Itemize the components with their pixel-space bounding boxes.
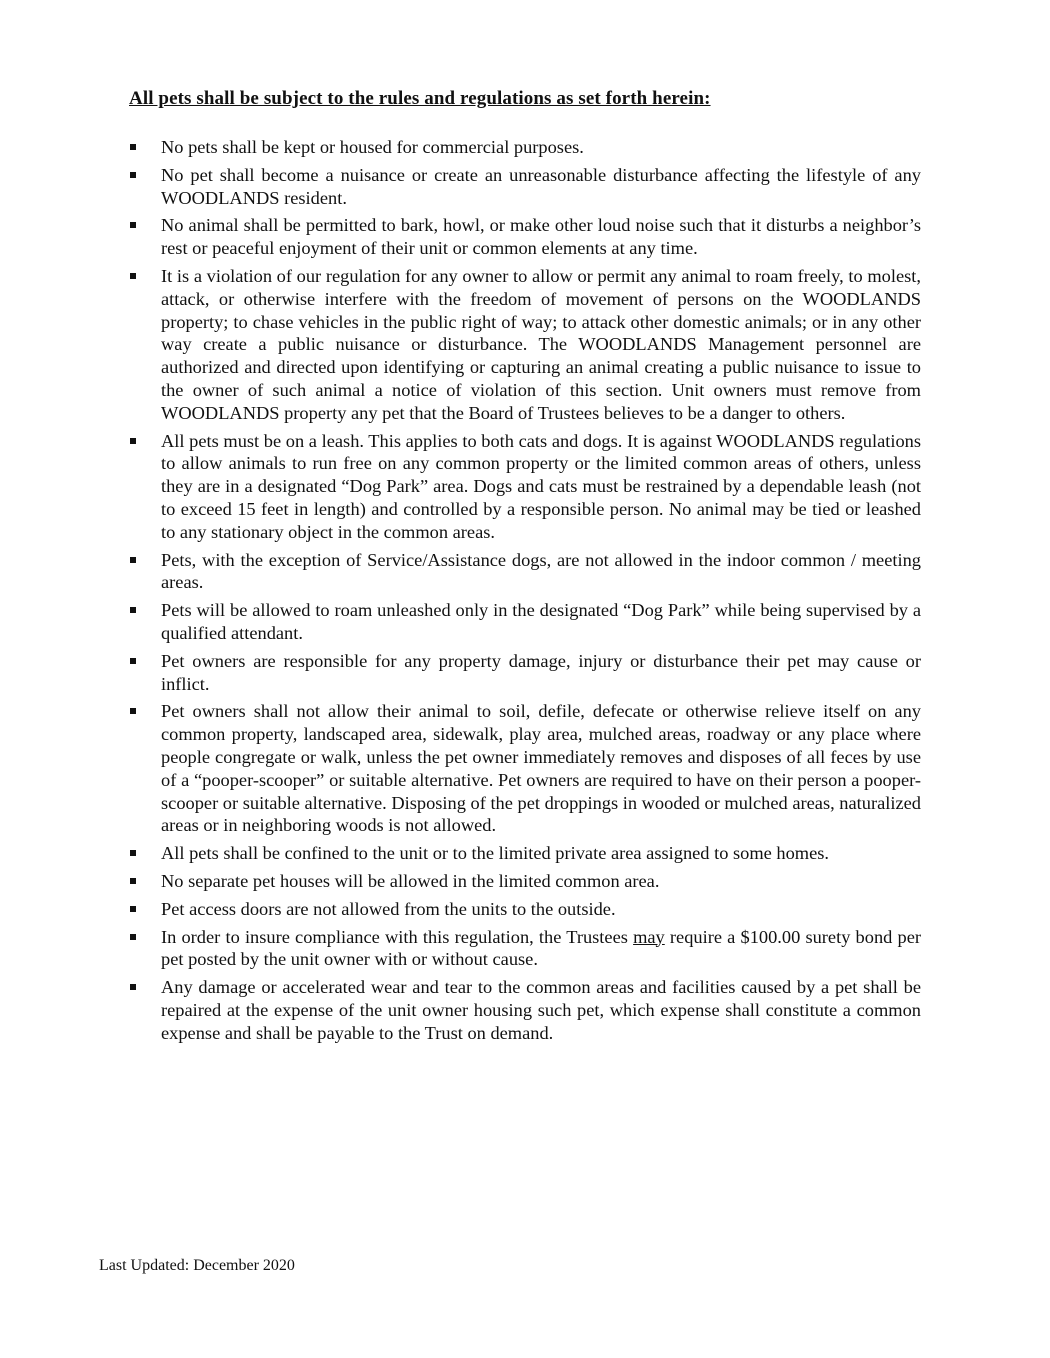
rule-text: All pets must be on a leash. This applies to both cats and dogs. It is against WOODLANDS regulations to allow animals to run free on any common property or the limited common areas of others, unless they are in a designated “Dog Park” area. Dogs and cats must be restrained by a dependable leash (not to exceed 15 feet in length) and controlled by a responsible person. No animal may be tied or leashed to any stationary object in the common areas. xyxy=(161,430,921,542)
square-bullet-icon xyxy=(130,438,136,444)
list-item xyxy=(129,549,921,595)
rule-text: Pets will be allowed to roam unleashed only in the designated “Dog Park” while being supervised by a qualified attendant. xyxy=(161,600,921,643)
rule-text: Pet access doors are not allowed from the units to the outside. xyxy=(161,898,616,919)
rule-text: No separate pet houses will be allowed in the limited common area. xyxy=(161,870,660,891)
list-item xyxy=(129,650,921,696)
rule-text: No pet shall become a nuisance or create an unreasonable disturbance affecting the lifestyle of any WOODLANDS resident. xyxy=(161,164,921,208)
rule-text: Pet owners are responsible for any property damage, injury or disturbance their pet may cause or inflict. xyxy=(161,650,921,694)
rule-text: Any damage or accelerated wear and tear to the common areas and facilities caused by a pet shall be repaired at the expense of the unit owner housing such pet, which expense shall constitute a common expense and shall be payable to the Trust on demand. xyxy=(161,977,921,1043)
list-item xyxy=(129,842,921,865)
list-item xyxy=(129,976,921,1044)
rule-text: Pets, with the exception of Service/Assistance dogs, are not allowed in the indoor common / meeting areas. xyxy=(161,549,921,593)
list-item xyxy=(129,926,921,972)
square-bullet-icon xyxy=(130,273,136,279)
list-item xyxy=(129,700,921,837)
list-item xyxy=(129,870,921,893)
underlined-may: may xyxy=(633,926,665,947)
rule-text: No pets shall be kept or housed for commercial purposes. xyxy=(161,137,584,157)
square-bullet-icon xyxy=(130,607,136,613)
list-item xyxy=(129,265,921,425)
rule-text: Pet owners shall not allow their animal to soil, defile, defecate or otherwise relieve itself on any common property, landscaped area, sidewalk, play area, mulched areas, roadway or any place where people congregate or walk, unless the pet owner immediately removes and disposes of all feces by use of a “pooper-scooper” or suitable alternative. Pet owners are required to have on their person a pooper-scooper or suitable alternative. Disposing of the pet droppings in wooded or mulched areas, naturalized areas or in neighboring woods is not allowed. xyxy=(161,701,921,836)
square-bullet-icon xyxy=(130,557,136,563)
list-item xyxy=(129,430,921,544)
rule-text: It is a violation of our regulation for any owner to allow or permit any animal to roam freely, to molest, attack, or otherwise interfere with the freedom of movement of persons on the WOODLANDS property; to chase vehicles in the public right of way; to attack other domestic animals; or in any other way create a public nuisance or disturbance. The WOODLANDS Management personnel are authorized and directed upon identifying or capturing an animal creating a public nuisance to issue to the owner of such animal a notice of violation of this section. Unit owners must remove from WOODLANDS property any pet that the Board of Trustees believes to be a danger to others. xyxy=(161,265,921,423)
square-bullet-icon xyxy=(130,906,136,912)
list-item xyxy=(129,599,921,645)
square-bullet-icon xyxy=(130,658,136,664)
square-bullet-icon xyxy=(130,878,136,884)
square-bullet-icon xyxy=(130,934,136,940)
rule-text-part: In order to insure compliance with this regulation, the Trustees xyxy=(161,926,634,947)
rule-text-part: require a $100.00 surety bond per pet posted by the unit owner with or without cause. xyxy=(161,926,921,970)
rule-text: No animal shall be permitted to bark, howl, or make other loud noise such that it disturbs a neighbor’s rest or peaceful enjoyment of their unit or common elements at any time. xyxy=(161,215,921,259)
square-bullet-icon xyxy=(130,222,136,228)
last-updated-footer: Last Updated: December 2020 xyxy=(99,1257,295,1274)
list-item xyxy=(129,164,921,210)
list-item xyxy=(129,136,921,159)
page-heading: All pets shall be subject to the rules and regulations as set forth herein: xyxy=(129,88,711,109)
square-bullet-icon xyxy=(130,708,136,714)
list-item xyxy=(129,898,921,921)
square-bullet-icon xyxy=(130,172,136,178)
rules-list xyxy=(129,136,921,1049)
list-item xyxy=(129,214,921,260)
rule-text: All pets shall be confined to the unit or to the limited private area assigned to some homes. xyxy=(161,843,830,864)
square-bullet-icon xyxy=(130,144,136,150)
square-bullet-icon xyxy=(130,984,136,990)
square-bullet-icon xyxy=(130,850,136,856)
